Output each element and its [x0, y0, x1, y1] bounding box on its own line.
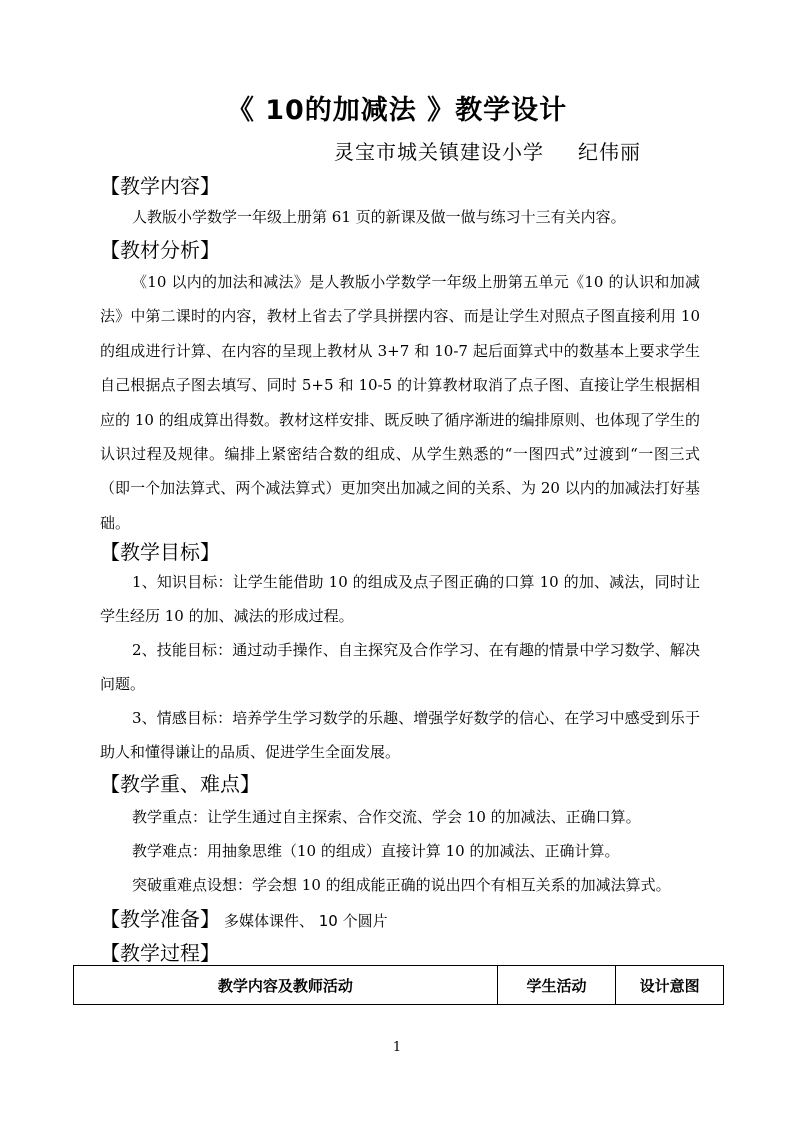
teaching-prep-heading-label: 【教学准备】: [100, 907, 220, 931]
author-name: 纪伟丽: [578, 140, 641, 164]
heading-teaching-goals: 【教学目标】: [100, 540, 220, 564]
heading-teaching-content: 【教学内容】: [100, 174, 220, 198]
teaching-content-text: 人教版小学数学一年级上册第 61 页的新课及做一做与练习十三有关内容。: [132, 208, 626, 226]
goal-item-knowledge: 1、知识目标：让学生能借助 10 的组成及点子图正确的口算 10 的加、减法，同时让学生经历 10 的加、减法的形成过程。: [100, 573, 700, 626]
goal-item-emotion: 3、情感目标：培养学生学习数学的乐趣、增强学好数学的信心、在学习中感受到乐于助人和懂得谦让的品质、促进学生全面发展。: [100, 709, 700, 762]
breakthrough-item: 突破重难点设想：学会想 10 的组成能正确的说出四个有相互关系的加减法算式。: [132, 876, 671, 894]
heading-teaching-prep: [100, 903, 388, 932]
table-header-cell: 教学内容及教师活动: [74, 966, 498, 1005]
heading-key-points: 【教学重、难点】: [100, 772, 260, 796]
table-header-row: [74, 966, 724, 1005]
author-line: [334, 136, 641, 165]
table-header-cell: 设计意图: [616, 966, 724, 1005]
heading-material-analysis: 【教材分析】: [100, 238, 220, 262]
author-school: 灵宝市城关镇建设小学: [334, 140, 544, 164]
process-table: [73, 965, 724, 1005]
heading-teaching-process: 【教学过程】: [100, 941, 220, 965]
material-analysis-text: 《10 以内的加法和减法》是人教版小学数学一年级上册第五单元《10 的认识和加减法》中第二课时的内容，教材上省去了学具拼摆内容、而是让学生对照点子图直接利用 10 的组成进行计算、在内容的呈现上教材从 3+7 和 10-7 起后面算式中的数基本上要求学生自己根据点子图去填写、同时 5+5 和 10-5 的计算教材取消了点子图、直接让学生根据相应的 10 的组成算出得数。教材这样安排、既反映了循序渐进的编排原则、也体现了学生的认识过程及规律。编排上紧密结合数的组成、从学生熟悉的“一图四式”过渡到“一图三式（即一个加法算式、两个减法算式）更加突出加减之间的关系、为 20 以内的加减法打好基础。: [100, 273, 700, 532]
document-title: 《 10的加减法 》教学设计: [226, 95, 568, 126]
key-point-item: 教学重点：让学生通过自主探索、合作交流、学会 10 的加减法、正确口算。: [132, 808, 641, 826]
page-number: 1: [392, 1040, 402, 1055]
goal-item-skill: 2、技能目标：通过动手操作、自主探究及合作学习、在有趣的情景中学习数学、解决问题。: [100, 641, 700, 694]
teaching-prep-text: 多媒体课件、 10 个圆片: [224, 912, 388, 930]
table-header-cell: 学生活动: [497, 966, 616, 1005]
difficult-point-item: 教学难点：用抽象思维（10 的组成）直接计算 10 的加减法、正确计算。: [132, 842, 620, 860]
